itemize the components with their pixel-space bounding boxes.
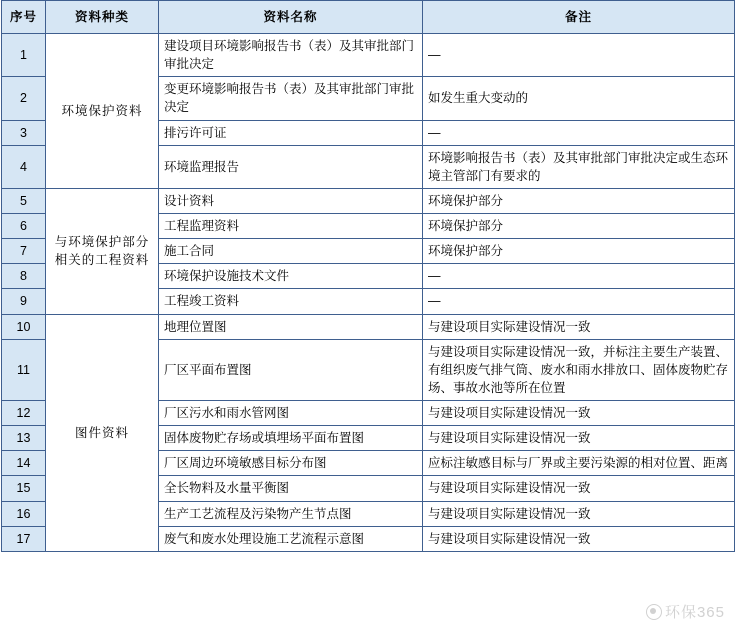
- watermark-text: 环保365: [664, 604, 725, 621]
- cell-index: 2: [2, 77, 46, 120]
- cell-remark: —: [423, 264, 735, 289]
- cell-index: 15: [2, 476, 46, 501]
- cell-index: 7: [2, 239, 46, 264]
- cell-name: 建设项目环境影响报告书（表）及其审批部门审批决定: [159, 34, 423, 77]
- cell-category: 图件资料: [46, 314, 159, 551]
- cell-remark: 与建设项目实际建设情况一致: [423, 314, 735, 339]
- header-remark: 备注: [423, 1, 735, 34]
- cell-remark: 应标注敏感目标与厂界或主要污染源的相对位置、距离: [423, 451, 735, 476]
- cell-index: 16: [2, 501, 46, 526]
- cell-index: 9: [2, 289, 46, 314]
- cell-index: 6: [2, 214, 46, 239]
- cell-remark: 与建设项目实际建设情况一致: [423, 401, 735, 426]
- cell-category: 环境保护资料: [46, 34, 159, 189]
- materials-table: [1, 0, 735, 552]
- cell-name: 施工合同: [159, 239, 423, 264]
- header-category: 资料种类: [46, 1, 159, 34]
- cell-index: 13: [2, 426, 46, 451]
- cell-name: 废气和废水处理设施工艺流程示意图: [159, 526, 423, 551]
- table-header: [2, 1, 735, 34]
- cell-remark: 与建设项目实际建设情况一致，并标注主要生产装置、有组织废气排气筒、废水和雨水排放口、固体废物贮存场、事故水池等所在位置: [423, 339, 735, 400]
- cell-index: 8: [2, 264, 46, 289]
- watermark: [646, 601, 725, 622]
- cell-index: 10: [2, 314, 46, 339]
- watermark-logo-icon: [646, 604, 662, 620]
- cell-name: 设计资料: [159, 188, 423, 213]
- cell-name: 厂区污水和雨水管网图: [159, 401, 423, 426]
- cell-index: 4: [2, 145, 46, 188]
- cell-name: 固体废物贮存场或填埋场平面布置图: [159, 426, 423, 451]
- cell-name: 变更环境影响报告书（表）及其审批部门审批决定: [159, 77, 423, 120]
- cell-remark: 如发生重大变动的: [423, 77, 735, 120]
- cell-name: 全长物料及水量平衡图: [159, 476, 423, 501]
- cell-name: 地理位置图: [159, 314, 423, 339]
- cell-remark: 与建设项目实际建设情况一致: [423, 501, 735, 526]
- cell-remark: —: [423, 120, 735, 145]
- cell-index: 14: [2, 451, 46, 476]
- cell-name: 环境监理报告: [159, 145, 423, 188]
- table-row: [2, 188, 735, 213]
- cell-name: 环境保护设施技术文件: [159, 264, 423, 289]
- header-row: [2, 1, 735, 34]
- cell-index: 17: [2, 526, 46, 551]
- table-row: [2, 34, 735, 77]
- header-name: 资料名称: [159, 1, 423, 34]
- cell-remark: —: [423, 289, 735, 314]
- cell-name: 生产工艺流程及污染物产生节点图: [159, 501, 423, 526]
- cell-name: 排污许可证: [159, 120, 423, 145]
- cell-remark: 与建设项目实际建设情况一致: [423, 476, 735, 501]
- cell-remark: —: [423, 34, 735, 77]
- table-body: [2, 34, 735, 552]
- cell-remark: 与建设项目实际建设情况一致: [423, 526, 735, 551]
- cell-remark: 与建设项目实际建设情况一致: [423, 426, 735, 451]
- cell-remark: 环境保护部分: [423, 214, 735, 239]
- cell-category: 与环境保护部分相关的工程资料: [46, 188, 159, 314]
- cell-remark: 环境保护部分: [423, 188, 735, 213]
- cell-name: 工程竣工资料: [159, 289, 423, 314]
- cell-index: 1: [2, 34, 46, 77]
- cell-index: 5: [2, 188, 46, 213]
- cell-index: 12: [2, 401, 46, 426]
- cell-name: 厂区平面布置图: [159, 339, 423, 400]
- cell-index: 11: [2, 339, 46, 400]
- table-row: [2, 314, 735, 339]
- cell-name: 工程监理资料: [159, 214, 423, 239]
- cell-remark: 环境保护部分: [423, 239, 735, 264]
- cell-index: 3: [2, 120, 46, 145]
- cell-remark: 环境影响报告书（表）及其审批部门审批决定或生态环境主管部门有要求的: [423, 145, 735, 188]
- header-index: 序号: [2, 1, 46, 34]
- cell-name: 厂区周边环境敏感目标分布图: [159, 451, 423, 476]
